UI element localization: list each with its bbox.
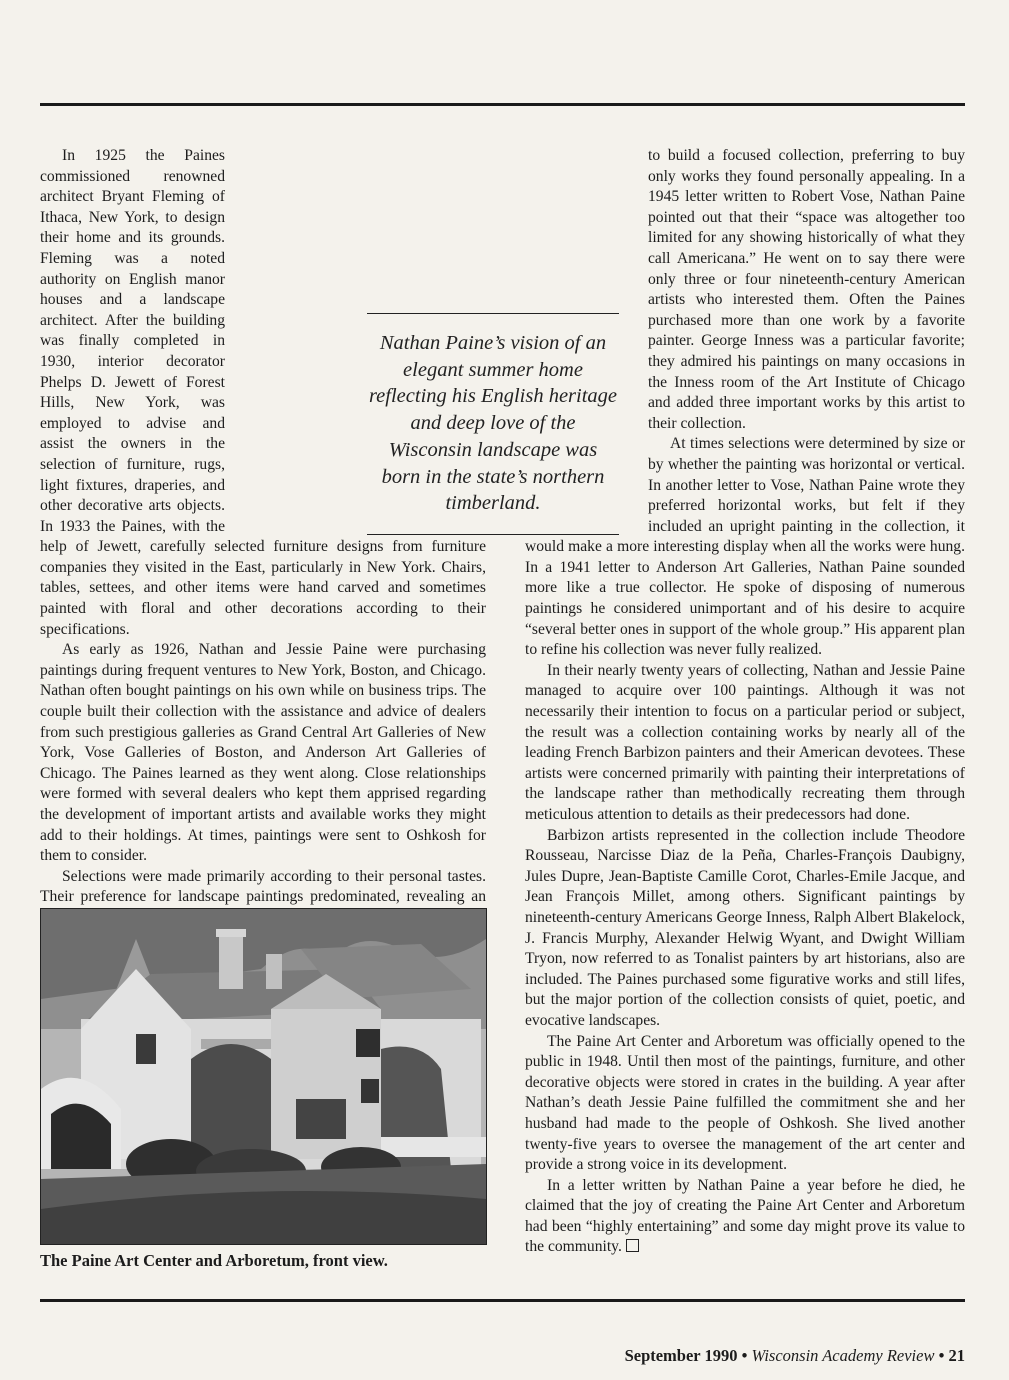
article-column-right bbox=[525, 146, 965, 1258]
closing-text: In a letter written by Nathan Paine a year before he died, he claimed that the joy of creating the Paine Art Center and Arboretum had been “highly entertaining” and some day might prove its value to the community. bbox=[525, 1176, 965, 1256]
page-footer bbox=[625, 1346, 965, 1366]
paragraph-focused-collection: to build a focused collection, preferring to buy only works they found personally appealing. In a 1945 letter written to Robert Vose, Nathan Paine pointed out that their “space was altogether too limited for any showing historically of what they call Americana.” He went on to say there were only three or four nineteenth-century American artists who interested them. Often the Paines purchased more than one work by a favorite painter. George Inness was a particular favorite; they admired his paintings on many occasions in the Inness room of the Art Institute of Chicago and added three important works by this artist to their collection. bbox=[648, 147, 965, 432]
paragraph-size: At times selections were determined by size or by whether the painting was horizontal or vertical. In another letter to Vose, Nathan Paine wrote they preferred horizontal works, but felt if they included an upright painting in the collection, it would make a more interesting display when all the works were hung. In a 1941 letter to Anderson Art Galleries, Nathan Paine sounded more like a true collector. He spoke of disposing of numerous paintings he considered unimportant and of his desire to acquire “several better ones in support of the whole group.” His apparent plan to refine his collection was never fully realized. bbox=[525, 435, 965, 659]
paragraph-barbizon: Barbizon artists represented in the collection include Theodore Rousseau, Narcisse Diaz de la Peña, Charles-François Daubigny, Jules Dupre, Jean-Baptiste Camille Corot, Charles-Emile Jacque, and Jean François Millet, among others. Significant paintings by nineteenth-century Americans George Inness, Ralph Albert Blakelock, J. Francis Murphy, Alexander Helwig Wyant, and Dwight William Tryon, now referred to as Tonalist painters by art historians, also are included. The Paines purchased some figurative works and still lifes, but the major portion of the collection consists of quiet, poetic, and evocative landscapes. bbox=[525, 826, 965, 1029]
paine-house-photo bbox=[40, 908, 487, 1245]
top-rule bbox=[40, 103, 965, 106]
footer-magazine: Wisconsin Academy Review bbox=[751, 1346, 935, 1365]
pullquote-spacer-right bbox=[518, 292, 638, 522]
paragraph-opened: The Paine Art Center and Arboretum was officially opened to the public in 1948. Until then most of the paintings, furniture, and other decorative objects were stored in crates in the building. A year after Nathan’s death Jessie Paine fulfilled the commitment she and her husband had made to the people of Oshkosh. She lived another twenty-five years to oversee the management of the art center and provide a strong voice in its development. bbox=[525, 1032, 965, 1174]
page-number: 21 bbox=[948, 1346, 965, 1365]
paragraph-selections: Selections were made primarily according to their personal tastes. Their preference for landscape paintings predominated, revealing an bbox=[40, 867, 486, 906]
paragraph-architect: In 1925 the Paines commissioned renowned architect Bryant Fleming of Ithaca, New York, to design their home and its grounds. Fleming was a noted authority on English manor houses and a landscape architect. After the building was finally completed in 1930, interior decorator Phelps D. Jewett of Forest Hills, New York, was employed to advise and assist the owners in the selection of furniture, rugs, light fixtures, draperies, and other decorative arts objects. In 1933 the Paines, with the help of Jewett, carefully selected furniture designs from furniture companies they visited in the East, particularly in New York. Chairs, tables, settees, and other items were hand carved and sometimes painted with floral and other decorations according to their specifications. bbox=[40, 147, 486, 638]
paragraph-letter bbox=[525, 1176, 965, 1258]
pullquote: Nathan Paine’s vision of an elegant summer home reflecting his English heritage and deep love of the Wisconsin landscape was born in the state’s northern timberland. bbox=[367, 313, 619, 535]
footer-date: September 1990 bbox=[624, 1346, 738, 1365]
end-mark-icon bbox=[626, 1239, 639, 1252]
paragraph-purchasing: As early as 1926, Nathan and Jessie Paine were purchasing paintings during frequent ventures to New York, Boston, and Chicago. Nathan often bought paintings on his own while on business trips. The couple built their collection with the assistance and advice of dealers from such prestigious galleries as Grand Central Art Galleries of New York, Vose Galleries of Boston, and Anderson Art Galleries of Chicago. The Paines learned as they went along. Close relationships were formed with several dealers who kept them apprised regarding the development of important artists and available works they might add to their holdings. At times, paintings were sent to Oshkosh for them to consider. bbox=[40, 641, 486, 865]
photo-caption: The Paine Art Center and Arboretum, front view. bbox=[40, 1251, 388, 1270]
paragraph-twenty-years: In their nearly twenty years of collecting, Nathan and Jessie Paine managed to acquire over 100 paintings. Although it was not necessarily their intention to focus on a particular period or subject, the result was a collection containing works by nearly all of the leading French Barbizon painters and their American devotees. These artists were concerned primarily with painting their interpretations of the landscape rather than methodically recreating them through meticulous attention to details as their predecessors had done. bbox=[525, 661, 965, 823]
article-column-left bbox=[40, 146, 486, 1011]
footer-separator: • bbox=[741, 1346, 748, 1365]
footer-separator-2: • bbox=[938, 1346, 945, 1365]
bottom-rule bbox=[40, 1299, 965, 1302]
